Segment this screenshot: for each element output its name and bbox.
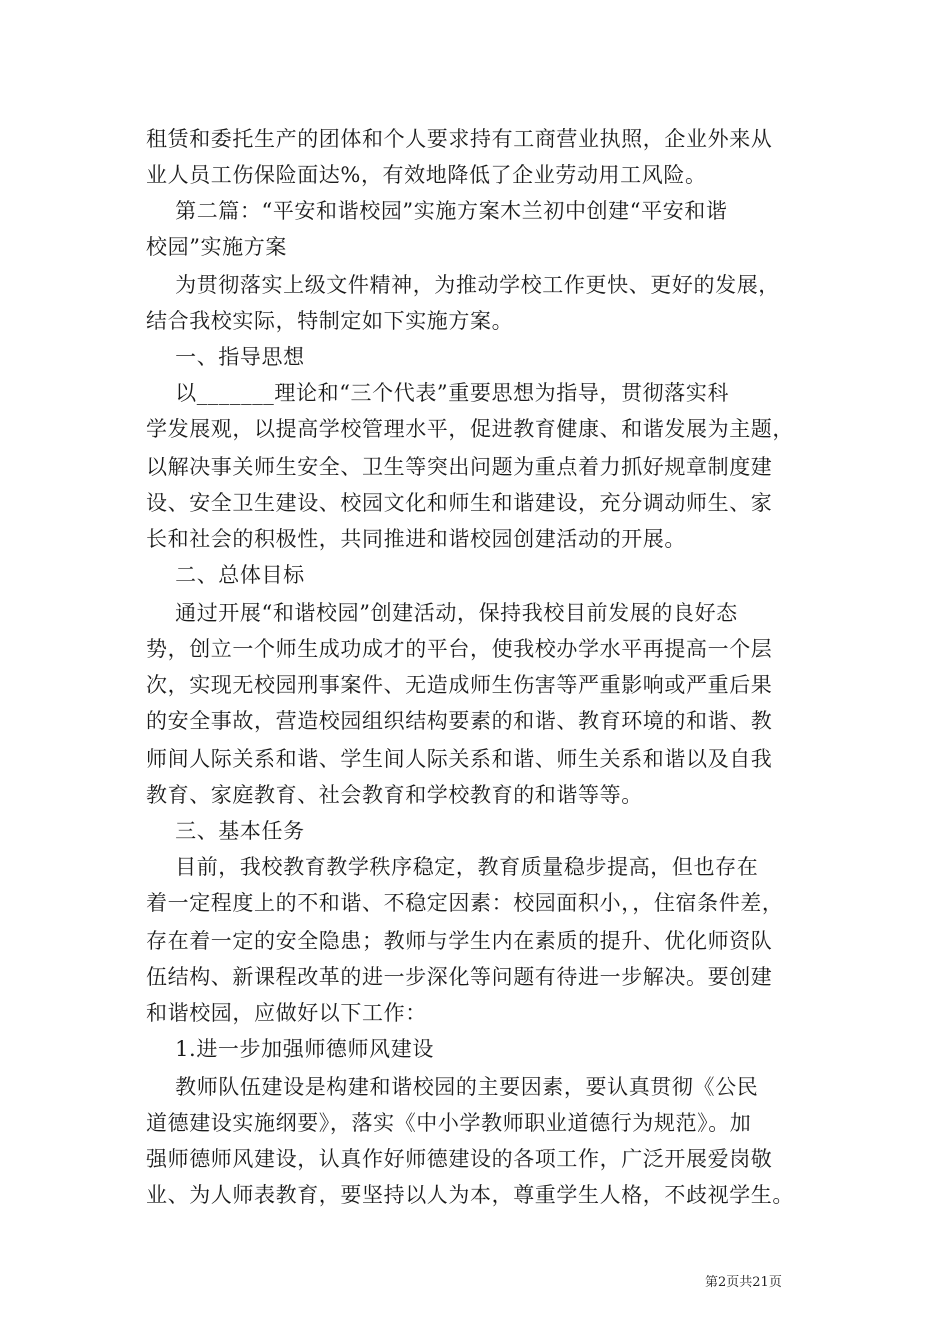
text-line: 道德建设实施纲要》，落实《中小学教师职业道德行为规范》。加	[146, 1111, 752, 1135]
text-line: 业、为人师表教育，要坚持以人为本，尊重学生人格，不歧视学生。	[146, 1183, 794, 1207]
text-line: 着一定程度上的不和谐、不稳定因素：校园面积小，，住宿条件差，	[146, 891, 784, 915]
text-line: 存在着一定的安全隐患；教师与学生内在素质的提升、优化师资队	[146, 929, 773, 953]
subsection-heading: 1.进一步加强师德师风建设	[146, 1037, 434, 1061]
text-line: 以解决事关师生安全、卫生等突出问题为重点着力抓好规章制度建	[146, 455, 773, 479]
text-line: 势，创立一个师生成功成才的平台，使我校办学水平再提高一个层	[146, 637, 773, 661]
text-line: 教师队伍建设是构建和谐校园的主要因素，要认真贯彻《公民	[146, 1075, 759, 1099]
text-line: 以_______理论和“三个代表”重要思想为指导，贯彻落实科	[146, 381, 730, 405]
text-line: 结合我校实际，特制定如下实施方案。	[146, 309, 514, 333]
text-line: 和谐校园，应做好以下工作：	[146, 1001, 427, 1025]
text-line: 次，实现无校园刑事案件、无造成师生伤害等严重影响或严重后果	[146, 673, 773, 697]
text-line: 第二篇：“平安和谐校园”实施方案木兰初中创建“平安和谐	[146, 199, 728, 223]
text-line: 强师德师风建设，认真作好师德建设的各项工作，广泛开展爱岗敬	[146, 1147, 773, 1171]
text-line: 的安全事故，营造校园组织结构要素的和谐、教育环境的和谐、教	[146, 709, 773, 733]
section-heading: 三、基本任务	[146, 819, 305, 843]
text-line: 教育、家庭教育、社会教育和学校教育的和谐等等。	[146, 783, 643, 807]
text-line: 伍结构、新课程改革的进一步深化等问题有待进一步解决。要创建	[146, 965, 773, 989]
text-line: 租赁和委托生产的团体和个人要求持有工商营业执照，企业外来从	[146, 127, 773, 151]
text-line: 学发展观，以提高学校管理水平，促进教育健康、和谐发展为主题，	[146, 417, 794, 441]
text-line: 为贯彻落实上级文件精神，为推动学校工作更快、更好的发展，	[146, 273, 780, 297]
text-line: 通过开展“和谐校园”创建活动，保持我校目前发展的良好态	[146, 601, 738, 625]
text-line: 师间人际关系和谐、学生间人际关系和谐、师生关系和谐以及自我	[146, 747, 773, 771]
section-heading: 一、指导思想	[146, 345, 305, 369]
text-line: 长和社会的积极性，共同推进和谐校园创建活动的开展。	[146, 527, 686, 551]
text-line: 业人员工伤保险面达%，有效地降低了企业劳动用工风险。	[146, 163, 707, 187]
text-line: 设、安全卫生建设、校园文化和师生和谐建设，充分调动师生、家	[146, 491, 773, 515]
section-heading: 二、总体目标	[146, 563, 305, 587]
text-line: 校园”实施方案	[146, 235, 287, 259]
text-line: 目前，我校教育教学秩序稳定，教育质量稳步提高，但也存在	[146, 855, 759, 879]
page-number-footer: 第2页共21页	[705, 1275, 782, 1290]
